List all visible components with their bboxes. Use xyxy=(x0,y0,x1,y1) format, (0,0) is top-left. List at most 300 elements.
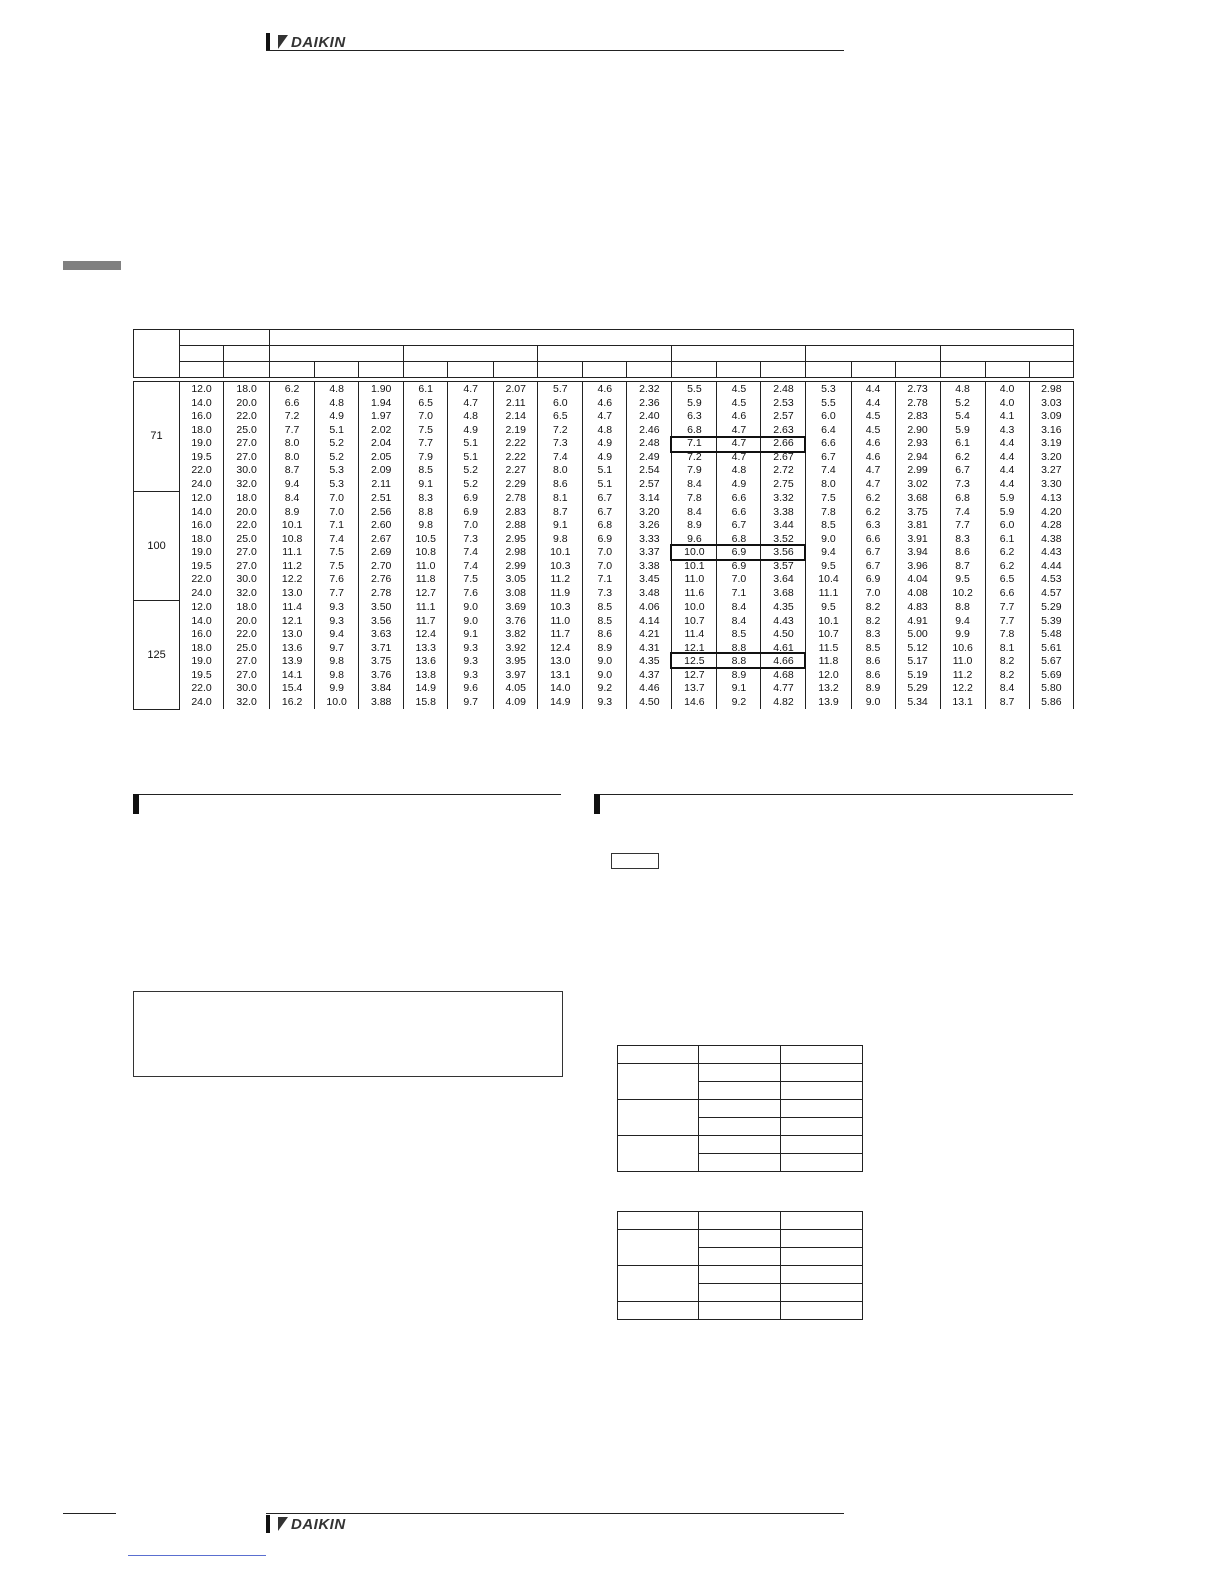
data-value: 3.38 xyxy=(639,559,660,572)
data-value: 9.6 xyxy=(463,682,479,694)
data-column xyxy=(404,600,448,709)
data-value: 4.37 xyxy=(639,668,660,681)
header-subcell xyxy=(538,362,583,378)
mini-cell xyxy=(781,1302,863,1320)
data-value: 4.31 xyxy=(639,641,660,654)
data-value: 3.33 xyxy=(639,532,660,545)
mini-cell xyxy=(699,1248,781,1266)
data-value: 7.4 xyxy=(821,464,836,476)
data-value: 9.3 xyxy=(463,641,479,654)
header-cell xyxy=(180,346,224,362)
data-value: 9.8 xyxy=(329,668,344,681)
data-value: 2.90 xyxy=(907,423,928,436)
data-value: 8.3 xyxy=(418,492,433,504)
data-value: 9.0 xyxy=(597,668,613,681)
data-value: 16.2 xyxy=(281,695,303,708)
data-value: 7.6 xyxy=(329,573,344,585)
data-value: 4.1 xyxy=(999,410,1015,422)
data-value: 2.22 xyxy=(505,450,526,463)
data-value: 2.99 xyxy=(907,464,928,476)
data-value: 9.4 xyxy=(955,614,970,627)
data-value: 6.9 xyxy=(865,573,881,585)
data-column xyxy=(806,600,851,709)
data-value: 5.9 xyxy=(999,492,1015,504)
data-value: 5.80 xyxy=(1041,682,1062,694)
data-value: 14.6 xyxy=(684,695,705,708)
data-value: 4.3 xyxy=(999,423,1015,436)
data-value: 2.76 xyxy=(370,573,392,585)
data-value: 8.8 xyxy=(955,601,970,613)
data-value: 5.3 xyxy=(329,464,344,476)
data-value: 4.09 xyxy=(505,695,526,708)
data-value: 9.3 xyxy=(329,601,344,613)
data-value: 2.56 xyxy=(370,505,392,518)
data-value: 10.6 xyxy=(952,641,973,654)
data-value: 11.6 xyxy=(684,586,705,599)
data-value: 5.12 xyxy=(907,641,928,654)
mini-cell xyxy=(781,1118,863,1136)
data-value: 8.3 xyxy=(955,532,970,545)
data-value: 11.7 xyxy=(550,628,571,640)
data-value: 5.29 xyxy=(1041,601,1062,613)
data-column xyxy=(851,491,895,600)
data-value: 5.2 xyxy=(463,464,479,476)
data-value: 6.7 xyxy=(597,505,613,518)
data-column xyxy=(985,600,1029,709)
data-column xyxy=(627,600,672,709)
data-value: 9.2 xyxy=(597,682,613,694)
data-value: 30.0 xyxy=(236,573,257,585)
data-value: 10.1 xyxy=(281,519,303,531)
data-value: 2.93 xyxy=(907,437,928,449)
data-value: 5.1 xyxy=(463,450,479,463)
data-value: 7.2 xyxy=(552,423,568,436)
data-value: 4.7 xyxy=(463,383,479,395)
data-value: 10.3 xyxy=(550,601,571,613)
data-value: 13.7 xyxy=(684,682,705,694)
data-value: 2.49 xyxy=(639,450,660,463)
header-row xyxy=(134,330,1074,346)
data-value: 2.99 xyxy=(505,559,526,572)
data-column xyxy=(940,491,985,600)
model-label: 100 xyxy=(134,491,180,600)
data-value: 2.22 xyxy=(505,437,526,449)
data-value: 4.66 xyxy=(773,655,794,667)
data-column xyxy=(761,600,806,709)
mini-cell xyxy=(781,1082,863,1100)
data-value: 9.0 xyxy=(865,695,881,708)
data-value: 5.9 xyxy=(955,423,970,436)
data-value: 6.8 xyxy=(955,492,970,504)
mini-cell xyxy=(781,1136,863,1154)
data-value: 3.50 xyxy=(370,601,392,613)
data-value: 4.9 xyxy=(463,423,479,436)
data-value: 15.4 xyxy=(281,682,303,694)
data-column xyxy=(448,491,494,600)
data-column xyxy=(494,491,538,600)
data-value: 3.45 xyxy=(639,573,660,585)
data-value: 19.0 xyxy=(191,546,212,558)
data-value: 3.68 xyxy=(907,492,928,504)
data-value: 9.5 xyxy=(821,601,836,613)
footer-logo xyxy=(266,1514,346,1534)
data-value: 8.5 xyxy=(418,464,433,476)
data-value: 2.02 xyxy=(370,423,392,436)
data-value: 4.6 xyxy=(597,383,613,395)
mini-cell xyxy=(781,1284,863,1302)
data-value: 8.2 xyxy=(999,655,1015,667)
note-box xyxy=(133,991,563,1077)
model-label: 71 xyxy=(134,382,180,492)
data-value: 9.3 xyxy=(597,695,613,708)
data-value: 18.0 xyxy=(191,423,212,436)
data-value: 4.4 xyxy=(999,450,1015,463)
data-value: 3.94 xyxy=(907,546,928,558)
data-value: 7.6 xyxy=(463,586,479,599)
data-value: 8.4 xyxy=(731,614,747,627)
footer-logo-bar xyxy=(266,1515,270,1533)
data-value: 27.0 xyxy=(236,546,257,558)
data-value: 13.1 xyxy=(550,668,571,681)
data-value: 9.0 xyxy=(821,532,836,545)
data-value: 11.1 xyxy=(818,586,839,599)
data-value: 5.7 xyxy=(552,383,568,395)
data-value: 9.1 xyxy=(418,477,433,490)
data-column xyxy=(180,491,224,600)
data-value: 8.9 xyxy=(687,519,702,531)
data-value: 3.52 xyxy=(773,532,794,545)
mini-cell xyxy=(699,1154,781,1172)
data-value: 3.69 xyxy=(505,601,526,613)
data-value: 4.50 xyxy=(773,628,794,640)
data-value: 7.7 xyxy=(284,423,300,436)
data-value: 8.8 xyxy=(418,505,433,518)
data-value: 8.0 xyxy=(821,477,836,490)
data-column xyxy=(404,382,448,492)
data-value: 2.94 xyxy=(907,450,928,463)
data-value: 9.0 xyxy=(463,601,479,613)
data-value: 3.16 xyxy=(1041,423,1062,436)
header-subcell xyxy=(806,362,851,378)
header-logo-bar xyxy=(266,33,270,51)
footer-rule xyxy=(266,1513,844,1514)
data-value: 12.0 xyxy=(191,383,212,395)
data-column xyxy=(315,600,359,709)
data-value: 12.4 xyxy=(550,641,571,654)
data-value: 5.69 xyxy=(1041,668,1062,681)
data-column xyxy=(672,600,717,709)
data-value: 4.38 xyxy=(1041,532,1062,545)
header-temp-group xyxy=(806,346,940,362)
data-value: 2.67 xyxy=(370,532,392,545)
data-value: 8.0 xyxy=(552,464,568,476)
data-value: 12.2 xyxy=(952,682,973,694)
data-value: 4.05 xyxy=(505,682,526,694)
data-value: 2.48 xyxy=(773,383,794,395)
data-value: 9.0 xyxy=(597,655,613,667)
data-value: 12.7 xyxy=(684,668,705,681)
mini-cell xyxy=(699,1266,781,1284)
data-value: 3.44 xyxy=(773,519,794,531)
left-section-rule xyxy=(139,794,561,795)
data-value: 7.5 xyxy=(821,492,836,504)
header-row xyxy=(134,346,1074,362)
data-value: 2.29 xyxy=(505,477,526,490)
data-value: 14.9 xyxy=(415,682,436,694)
data-value: 5.1 xyxy=(463,437,479,449)
data-value: 3.56 xyxy=(773,546,794,558)
data-value: 32.0 xyxy=(236,477,257,490)
data-value: 4.06 xyxy=(639,601,660,613)
data-value: 4.21 xyxy=(639,628,660,640)
data-value: 9.4 xyxy=(821,546,836,558)
data-value: 9.7 xyxy=(463,695,479,708)
data-value: 13.9 xyxy=(818,695,839,708)
data-value: 13.9 xyxy=(281,655,303,667)
data-value: 7.7 xyxy=(955,519,970,531)
data-value: 5.2 xyxy=(463,477,479,490)
data-value: 10.2 xyxy=(952,586,973,599)
data-value: 12.0 xyxy=(191,601,212,613)
mini-cell xyxy=(781,1212,863,1230)
data-value: 12.1 xyxy=(684,641,705,654)
mini-cell xyxy=(699,1212,781,1230)
data-value: 12.1 xyxy=(281,614,303,627)
table-row xyxy=(134,382,1074,492)
data-value: 5.67 xyxy=(1041,655,1062,667)
data-value: 3.37 xyxy=(639,546,660,558)
data-value: 4.8 xyxy=(329,396,344,409)
header-temp-group xyxy=(404,346,538,362)
data-value: 3.03 xyxy=(1041,396,1062,409)
data-value: 7.1 xyxy=(597,573,613,585)
data-value: 4.7 xyxy=(597,410,613,422)
data-value: 8.5 xyxy=(597,601,613,613)
model-label: 125 xyxy=(134,600,180,709)
data-value: 5.19 xyxy=(907,668,928,681)
data-value: 6.6 xyxy=(999,586,1015,599)
data-value: 2.78 xyxy=(370,586,392,599)
data-value: 7.0 xyxy=(597,546,613,558)
data-value: 12.0 xyxy=(818,668,839,681)
table-row xyxy=(134,491,1074,600)
left-section-marker xyxy=(133,794,139,814)
data-column xyxy=(224,600,270,709)
footer-link-underline[interactable] xyxy=(128,1555,266,1556)
mini-table-row xyxy=(618,1230,863,1248)
header-subcell xyxy=(851,362,895,378)
data-value: 10.8 xyxy=(415,546,436,558)
header-subcell xyxy=(270,362,315,378)
data-value: 6.3 xyxy=(865,519,881,531)
data-column xyxy=(672,382,717,492)
data-value: 8.2 xyxy=(999,668,1015,681)
data-value: 7.4 xyxy=(463,559,479,572)
data-value: 6.6 xyxy=(865,532,881,545)
data-value: 4.53 xyxy=(1041,573,1062,585)
data-value: 7.2 xyxy=(284,410,300,422)
data-value: 14.1 xyxy=(281,668,303,681)
data-value: 18.0 xyxy=(236,601,257,613)
data-value: 4.7 xyxy=(731,450,747,463)
data-value: 6.1 xyxy=(999,532,1015,545)
data-value: 9.4 xyxy=(329,628,344,640)
data-value: 7.8 xyxy=(687,492,702,504)
data-value: 6.8 xyxy=(597,519,613,531)
data-value: 7.0 xyxy=(329,505,344,518)
data-value: 6.0 xyxy=(821,410,836,422)
data-value: 13.0 xyxy=(281,628,303,640)
data-value: 4.4 xyxy=(865,383,881,395)
data-column xyxy=(672,491,717,600)
data-value: 14.0 xyxy=(550,682,571,694)
data-value: 10.3 xyxy=(550,559,571,572)
header-indoor xyxy=(180,330,270,346)
data-value: 7.0 xyxy=(731,573,747,585)
header-subcell xyxy=(672,362,717,378)
data-value: 2.88 xyxy=(505,519,526,531)
data-value: 2.11 xyxy=(371,477,391,490)
header-subcell xyxy=(224,362,270,378)
data-value: 12.5 xyxy=(684,655,705,667)
data-value: 6.9 xyxy=(731,559,747,572)
data-value: 4.57 xyxy=(1041,586,1062,599)
data-value: 3.82 xyxy=(505,628,526,640)
data-column xyxy=(494,600,538,709)
data-column xyxy=(404,491,448,600)
data-value: 7.8 xyxy=(821,505,836,518)
header-temp-group xyxy=(538,346,672,362)
data-value: 18.0 xyxy=(191,532,212,545)
data-value: 7.4 xyxy=(463,546,479,558)
data-value: 4.91 xyxy=(907,614,928,627)
data-value: 2.78 xyxy=(907,396,928,409)
data-value: 11.1 xyxy=(415,601,436,613)
data-value: 4.50 xyxy=(639,695,660,708)
data-column xyxy=(895,382,940,492)
data-value: 5.2 xyxy=(329,437,344,449)
data-value: 2.27 xyxy=(505,464,526,476)
data-value: 6.6 xyxy=(731,492,747,504)
mini-cell xyxy=(618,1136,699,1172)
header-cell xyxy=(224,346,270,362)
data-value: 4.44 xyxy=(1041,559,1062,572)
data-value: 22.0 xyxy=(236,519,257,531)
mini-cell xyxy=(699,1082,781,1100)
data-value: 3.20 xyxy=(639,505,660,518)
data-value: 4.6 xyxy=(865,450,881,463)
data-value: 2.14 xyxy=(505,410,526,422)
footer-left-rule xyxy=(63,1513,116,1514)
data-value: 4.0 xyxy=(999,383,1015,395)
header-subcell xyxy=(717,362,761,378)
data-value: 3.92 xyxy=(505,641,526,654)
data-value: 5.1 xyxy=(597,464,613,476)
mini-table-2 xyxy=(617,1211,863,1320)
data-column xyxy=(940,600,985,709)
data-value: 9.5 xyxy=(821,559,836,572)
data-value: 6.9 xyxy=(463,505,479,518)
data-value: 13.3 xyxy=(415,641,436,654)
data-value: 8.9 xyxy=(731,668,747,681)
data-value: 4.6 xyxy=(865,437,881,449)
data-value: 10.8 xyxy=(281,532,303,545)
data-value: 3.26 xyxy=(639,519,660,531)
data-value: 4.20 xyxy=(1041,505,1062,518)
data-value: 13.6 xyxy=(415,655,436,667)
data-value: 2.57 xyxy=(639,477,660,490)
data-value: 8.7 xyxy=(955,559,970,572)
data-value: 4.8 xyxy=(597,423,613,436)
data-value: 8.7 xyxy=(284,464,300,476)
data-value: 2.69 xyxy=(370,546,392,558)
data-value: 27.0 xyxy=(236,668,257,681)
data-column xyxy=(717,491,761,600)
data-value: 3.09 xyxy=(1041,410,1062,422)
data-column xyxy=(494,382,538,492)
data-value: 10.4 xyxy=(818,573,839,585)
data-value: 1.90 xyxy=(370,383,392,395)
data-value: 32.0 xyxy=(236,586,257,599)
data-value: 11.0 xyxy=(550,614,571,627)
data-value: 16.0 xyxy=(191,628,212,640)
header-subcell xyxy=(448,362,494,378)
performance-table xyxy=(133,329,1074,710)
data-value: 22.0 xyxy=(191,464,212,476)
data-value: 5.29 xyxy=(907,682,928,694)
data-value: 13.0 xyxy=(550,655,571,667)
data-value: 6.9 xyxy=(731,546,747,558)
daikin-logo-icon xyxy=(278,35,288,49)
data-column xyxy=(851,600,895,709)
data-value: 9.2 xyxy=(731,695,747,708)
data-value: 4.61 xyxy=(773,641,794,654)
data-value: 5.3 xyxy=(821,383,836,395)
data-column xyxy=(359,600,404,709)
data-value: 6.2 xyxy=(284,383,300,395)
header-outdoor xyxy=(270,330,1074,346)
data-column xyxy=(985,382,1029,492)
data-value: 4.9 xyxy=(731,477,747,490)
data-value: 6.1 xyxy=(418,383,433,395)
data-value: 8.9 xyxy=(597,641,613,654)
data-column xyxy=(359,382,404,492)
data-value: 15.8 xyxy=(415,695,436,708)
data-value: 14.9 xyxy=(550,695,571,708)
data-value: 8.6 xyxy=(865,655,881,667)
data-value: 12.7 xyxy=(415,586,436,599)
data-value: 9.9 xyxy=(955,628,970,640)
data-value: 11.1 xyxy=(282,546,302,558)
data-value: 2.57 xyxy=(773,410,794,422)
data-value: 4.8 xyxy=(329,383,344,395)
data-value: 4.6 xyxy=(731,410,747,422)
data-value: 10.1 xyxy=(550,546,571,558)
data-value: 11.8 xyxy=(415,573,436,585)
data-value: 8.4 xyxy=(731,601,747,613)
data-value: 4.5 xyxy=(865,410,881,422)
data-value: 4.8 xyxy=(731,464,747,476)
data-value: 11.2 xyxy=(550,573,571,585)
data-value: 24.0 xyxy=(191,695,212,708)
data-value: 4.8 xyxy=(955,383,970,395)
data-value: 11.2 xyxy=(282,559,302,572)
data-value: 3.96 xyxy=(907,559,928,572)
data-value: 2.60 xyxy=(370,519,392,531)
data-value: 6.5 xyxy=(418,396,433,409)
header-row xyxy=(134,362,1074,378)
mini-table-row xyxy=(618,1100,863,1118)
